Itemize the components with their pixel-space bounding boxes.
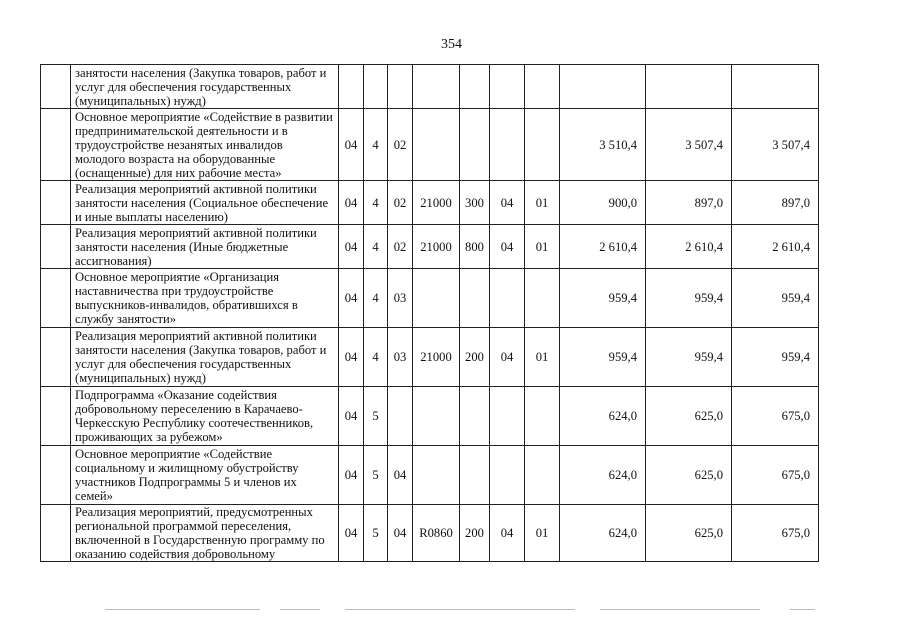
row-number-cell <box>41 109 71 181</box>
table-row <box>41 65 819 109</box>
value-year-2: 959,4 <box>646 269 732 328</box>
value-year-2: 897,0 <box>646 181 732 225</box>
value-year-2 <box>646 65 732 109</box>
code-subsection: 5 <box>364 387 388 446</box>
code-direction <box>413 65 460 109</box>
code-expense-type <box>460 109 490 181</box>
code-program: 04 <box>388 505 413 562</box>
value-year-1: 900,0 <box>560 181 646 225</box>
row-number-cell <box>41 446 71 505</box>
scan-artifact-line <box>345 609 575 610</box>
row-number-cell <box>41 328 71 387</box>
code-program <box>388 65 413 109</box>
code-section: 04 <box>339 328 364 387</box>
code-subsection <box>364 65 388 109</box>
code-section: 04 <box>339 387 364 446</box>
table-row <box>41 225 819 269</box>
value-year-2: 3 507,4 <box>646 109 732 181</box>
value-year-1 <box>560 65 646 109</box>
row-label: Реализация мероприятий активной политики занятости населения (Иные бюджетные ассигнования) <box>71 225 339 269</box>
code-subchapter: 01 <box>525 225 560 269</box>
row-label: Реализация мероприятий активной политики занятости населения (Социальное обеспечение и иные выплаты населению) <box>71 181 339 225</box>
code-direction <box>413 446 460 505</box>
code-chapter <box>490 446 525 505</box>
code-program <box>388 387 413 446</box>
value-year-3: 675,0 <box>732 505 819 562</box>
table-row <box>41 446 819 505</box>
row-label: занятости населения (Закупка товаров, работ и услуг для обеспечения государственных (муниципальных) нужд) <box>71 65 339 109</box>
value-year-2: 959,4 <box>646 328 732 387</box>
value-year-2: 2 610,4 <box>646 225 732 269</box>
code-subchapter: 01 <box>525 505 560 562</box>
row-label: Реализация мероприятий активной политики занятости населения (Закупка товаров, работ и услуг для обеспечения государственных (муниципальных) нужд) <box>71 328 339 387</box>
code-section: 04 <box>339 269 364 328</box>
code-section: 04 <box>339 446 364 505</box>
code-chapter <box>490 109 525 181</box>
code-chapter <box>490 387 525 446</box>
code-section: 04 <box>339 505 364 562</box>
code-direction: R0860 <box>413 505 460 562</box>
row-number-cell <box>41 387 71 446</box>
code-subsection: 4 <box>364 109 388 181</box>
code-chapter <box>490 269 525 328</box>
value-year-1: 624,0 <box>560 446 646 505</box>
row-number-cell <box>41 65 71 109</box>
code-expense-type <box>460 269 490 328</box>
code-chapter <box>490 65 525 109</box>
code-chapter: 04 <box>490 181 525 225</box>
value-year-3: 3 507,4 <box>732 109 819 181</box>
value-year-3: 897,0 <box>732 181 819 225</box>
value-year-3: 959,4 <box>732 328 819 387</box>
value-year-2: 625,0 <box>646 505 732 562</box>
code-section: 04 <box>339 225 364 269</box>
code-subchapter <box>525 387 560 446</box>
code-chapter: 04 <box>490 505 525 562</box>
code-expense-type: 300 <box>460 181 490 225</box>
value-year-2: 625,0 <box>646 446 732 505</box>
scan-artifact-line <box>105 609 260 610</box>
code-chapter: 04 <box>490 328 525 387</box>
value-year-1: 959,4 <box>560 328 646 387</box>
table-row <box>41 269 819 328</box>
code-program: 02 <box>388 225 413 269</box>
row-label: Основное мероприятие «Содействие в развитии предпринимательской деятельности и в трудоустройстве незанятых инвалидов молодого возраста на оборудованные (оснащенные) для них рабочие места» <box>71 109 339 181</box>
code-subchapter <box>525 65 560 109</box>
value-year-3: 675,0 <box>732 446 819 505</box>
code-subsection: 5 <box>364 505 388 562</box>
code-expense-type: 200 <box>460 505 490 562</box>
row-number-cell <box>41 505 71 562</box>
row-number-cell <box>41 225 71 269</box>
value-year-1: 3 510,4 <box>560 109 646 181</box>
code-direction: 21000 <box>413 181 460 225</box>
scan-artifact-line <box>600 609 760 610</box>
code-program: 02 <box>388 109 413 181</box>
value-year-1: 959,4 <box>560 269 646 328</box>
code-subsection: 5 <box>364 446 388 505</box>
row-label: Реализация мероприятий, предусмотренных региональной программой переселения, включенной в Государственную программу по оказанию содействия добровольному <box>71 505 339 562</box>
code-subchapter <box>525 109 560 181</box>
row-number-cell <box>41 181 71 225</box>
code-program: 04 <box>388 446 413 505</box>
page-number: 354 <box>441 37 462 52</box>
code-direction: 21000 <box>413 328 460 387</box>
code-section <box>339 65 364 109</box>
row-label: Основное мероприятие «Содействие социальному и жилищному обустройству участников Подпрограммы 5 и членов их семей» <box>71 446 339 505</box>
scan-artifact-line <box>280 609 320 610</box>
code-direction: 21000 <box>413 225 460 269</box>
table-row <box>41 181 819 225</box>
code-section: 04 <box>339 181 364 225</box>
code-subchapter: 01 <box>525 181 560 225</box>
code-subchapter: 01 <box>525 328 560 387</box>
value-year-1: 624,0 <box>560 505 646 562</box>
budget-table <box>40 64 819 562</box>
code-subchapter <box>525 446 560 505</box>
code-subsection: 4 <box>364 269 388 328</box>
code-direction <box>413 387 460 446</box>
value-year-3: 675,0 <box>732 387 819 446</box>
value-year-3 <box>732 65 819 109</box>
table-row <box>41 328 819 387</box>
row-label: Подпрограмма «Оказание содействия добровольному переселению в Карачаево-Черкесскую Республику соотечественников, проживающих за рубежом» <box>71 387 339 446</box>
table-row <box>41 505 819 562</box>
code-expense-type <box>460 65 490 109</box>
code-subsection: 4 <box>364 225 388 269</box>
code-section: 04 <box>339 109 364 181</box>
code-program: 03 <box>388 269 413 328</box>
value-year-1: 2 610,4 <box>560 225 646 269</box>
code-subsection: 4 <box>364 328 388 387</box>
row-number-cell <box>41 269 71 328</box>
code-subsection: 4 <box>364 181 388 225</box>
code-direction <box>413 109 460 181</box>
code-expense-type <box>460 387 490 446</box>
scan-artifact-line <box>790 609 815 610</box>
code-chapter: 04 <box>490 225 525 269</box>
code-direction <box>413 269 460 328</box>
value-year-3: 959,4 <box>732 269 819 328</box>
code-program: 03 <box>388 328 413 387</box>
table-row <box>41 387 819 446</box>
code-expense-type <box>460 446 490 505</box>
value-year-2: 625,0 <box>646 387 732 446</box>
code-subchapter <box>525 269 560 328</box>
code-program: 02 <box>388 181 413 225</box>
value-year-1: 624,0 <box>560 387 646 446</box>
value-year-3: 2 610,4 <box>732 225 819 269</box>
code-expense-type: 200 <box>460 328 490 387</box>
row-label: Основное мероприятие «Организация наставничества при трудоустройстве выпускников-инвалидов, обратившихся в службу занятости» <box>71 269 339 328</box>
table-row <box>41 109 819 181</box>
code-expense-type: 800 <box>460 225 490 269</box>
